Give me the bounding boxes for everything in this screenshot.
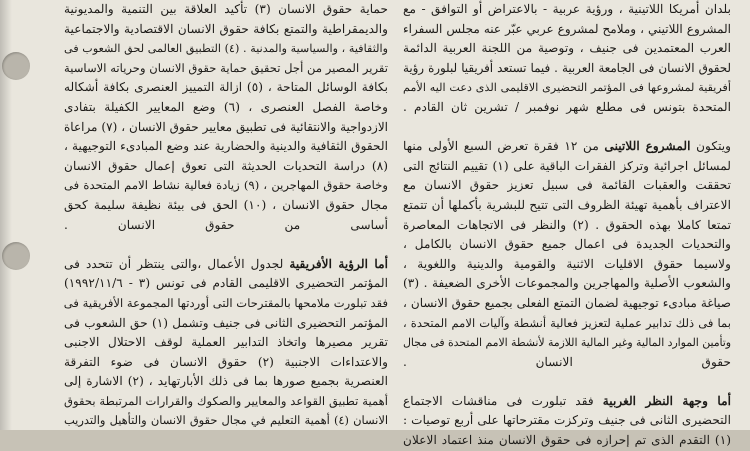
text-line: والاعتداءات الاجنبية (٢) حقوق الانسان فى ضوء التفرقة (64, 354, 388, 369)
text-line: أساسى من حقوق الانسان . (64, 217, 388, 232)
text-line: (٨) دراسة التحديات الحديثة التى تعوق إعمال حقوق الانسان (64, 158, 388, 173)
right-column (403, 0, 731, 451)
text-line: بلدان أمريكا اللاتينية ، ورؤية عربية - بالاعتراض أو التوافق - مع (403, 2, 731, 16)
punch-hole (2, 52, 30, 80)
text-line: مجال حقوق الانسان ، (١٠) الحق فى بيئة نظيفة سليمة كحق (64, 197, 388, 212)
section-lead: المشروع اللاتينى (604, 139, 691, 154)
paragraph-arab-proposals (64, 0, 388, 235)
text-line: وخاصة الفصل العنصرى ، (٦) وضع المعايير الكفيلة بتفادى (64, 99, 388, 114)
paragraph-latin-american-draft (403, 137, 731, 372)
paragraph-arab-context (403, 0, 731, 118)
paragraph-african-view (64, 255, 388, 431)
text-line: التحضيرى الثانى فى جنيف وتركزت مقترحاتها على أربع توصيات : (403, 413, 731, 428)
section-lead: أما وجهة النظر الغربية (602, 393, 731, 408)
text-line: فقد تبلورت ملامحها بالمقترحات التى أوردتها المجموعة الأفريقية فى (63, 295, 388, 310)
text-line: الحقوق الثقافية والدينية والحضارية عند وضع المبادىء التوجيهية ، (64, 139, 388, 154)
text-line: والثقافية ، والسياسية والمدنية . (٤) التطبيق العالمى لحق الشعوب فى (64, 42, 388, 56)
text-line: وخاصة حقوق المهاجرين ، (٩) زيادة فعالية نشاط الامم المتحدة فى (64, 178, 388, 193)
text-line: والشعوب الأصلية والمهاجرين والمجموعات الأخرى الضعيفة . (٣) (403, 276, 731, 291)
text-run: لجدول الأعمال ،والتى ينتظر أن تتحدد فى (64, 256, 284, 271)
text-line (403, 137, 731, 157)
text-run: من ١٢ فقرة تعرض السبع الأولى منها (403, 139, 599, 154)
text-line: الانسان (٤) أهمية التعليم في مجال حقوق الانسان والتأهيل والتدريب (64, 413, 388, 428)
text-line: تحققت والعقبات القائمة فى سبيل تعزيز حقوق الانسان مع (403, 178, 731, 193)
text-run: ويتكون (696, 139, 732, 154)
text-line: تقرير مصيرها واتخاذ التدابير العملية لوقف الاحتلال الاجنبى (64, 335, 388, 350)
text-line: أفريقية لمشروعها فى المؤتمر التحضيرى الاقليمى الذى دعت اليه الأمم (403, 81, 731, 95)
text-line: العنصرية بجميع صورها بما فى ذلك الأبارتهايد ، (٢) الاشارة إلى (64, 374, 388, 389)
text-line: والديمقراطية والتمتع بكافة حقوق الانسان الاقتصادية والاجتماعية (64, 21, 388, 36)
text-line: المؤتمر التحضيرى الثانى فى جنيف وتشمل (١) حق الشعوب فى (64, 315, 388, 330)
punch-hole (2, 242, 30, 270)
text-line: الازدواجية والانتقائية فى تطبيق معايير حقوق الانسان ، (٧) مراعاة (64, 119, 389, 134)
text-line: تقرير المصير من أجل تحقيق حماية حقوق الانسان وحرياته الاساسية (64, 60, 388, 75)
text-line: لمسائل اجرائية وتركز الفقرات الباقية على (١) تقييم النتائج التى (403, 158, 731, 173)
text-line: المشروع اللاتيني ، وملامح لمشروع عربي عبّر عنه مجلس السفراء (403, 21, 731, 36)
text-line: ولاسيما حقوق الاقليات الاثنية والقومية والدينية واللغوية ، (403, 256, 731, 271)
text-line: صياغة مبادىء توجيهية لضمان التمتع الفعلى بجميع حقوق الانسان ، (403, 295, 731, 310)
text-line: الاعتراف بأهمية تهيئة الظروف التى تتيح للبشرية بأكملها أن تتمتع (403, 197, 731, 212)
text-line: المؤتمر التحضيرى الاقليمى القادم فى تونس (٣ - ١٩٩٢/١١/٦) (64, 276, 388, 291)
text-line (64, 255, 388, 275)
text-line: لحقوق الانسان فى الجامعة العربية . فيما تستعد أفريقيا لبلورة رؤية (403, 60, 731, 75)
paragraph-western-view (403, 392, 731, 451)
text-line: العرب المعتمدين فى جنيف ، وتوصية من اللجنة العربية الدائمة (403, 41, 731, 56)
text-line: بما فى ذلك تدابير عملية لتعزيز فعالية أنشطة وآليات الامم المتحدة ، (403, 315, 731, 330)
text-line: تمتعا كاملا بهذه الحقوق . (٢) والنظر فى الاتجاهات المعاصرة (403, 217, 732, 232)
text-line: بكافة الوسائل المتاحة ، (٥) ازالة التمييز العنصرى بكافة أشكاله (64, 80, 388, 95)
section-lead: أما الرؤية الأفريقية (289, 256, 389, 271)
text-line: المتحدة بتونس فى مطلع شهر نوفمبر / تشرين ثان القادم . (403, 99, 731, 114)
text-line (403, 392, 731, 412)
text-line: وتأمين الموارد المالية وغير المالية اللازمة لأنشطة الامم المتحدة فى مجال (403, 336, 731, 350)
left-column (64, 0, 388, 431)
text-line: أهمية تطبيق القواعد والمعايير والصكوك والقرارات المرتبطة بحقوق (64, 393, 388, 408)
text-run: فقد تبلورت فى مناقشات الاجتماع (403, 393, 594, 408)
text-line: حماية حقوق الانسان (٣) تأكيد العلاقة بين التنمية والمديونية (64, 2, 389, 16)
text-line: (١) التقدم الذى تم إحرازه فى حقوق الانسان منذ اعتماد الاعلان (403, 433, 731, 448)
text-line: والتحديات الجديدة فى اعمال جميع حقوق الانسان بالكامل ، (403, 237, 731, 252)
text-line: حقوق الانسان . (403, 354, 731, 369)
